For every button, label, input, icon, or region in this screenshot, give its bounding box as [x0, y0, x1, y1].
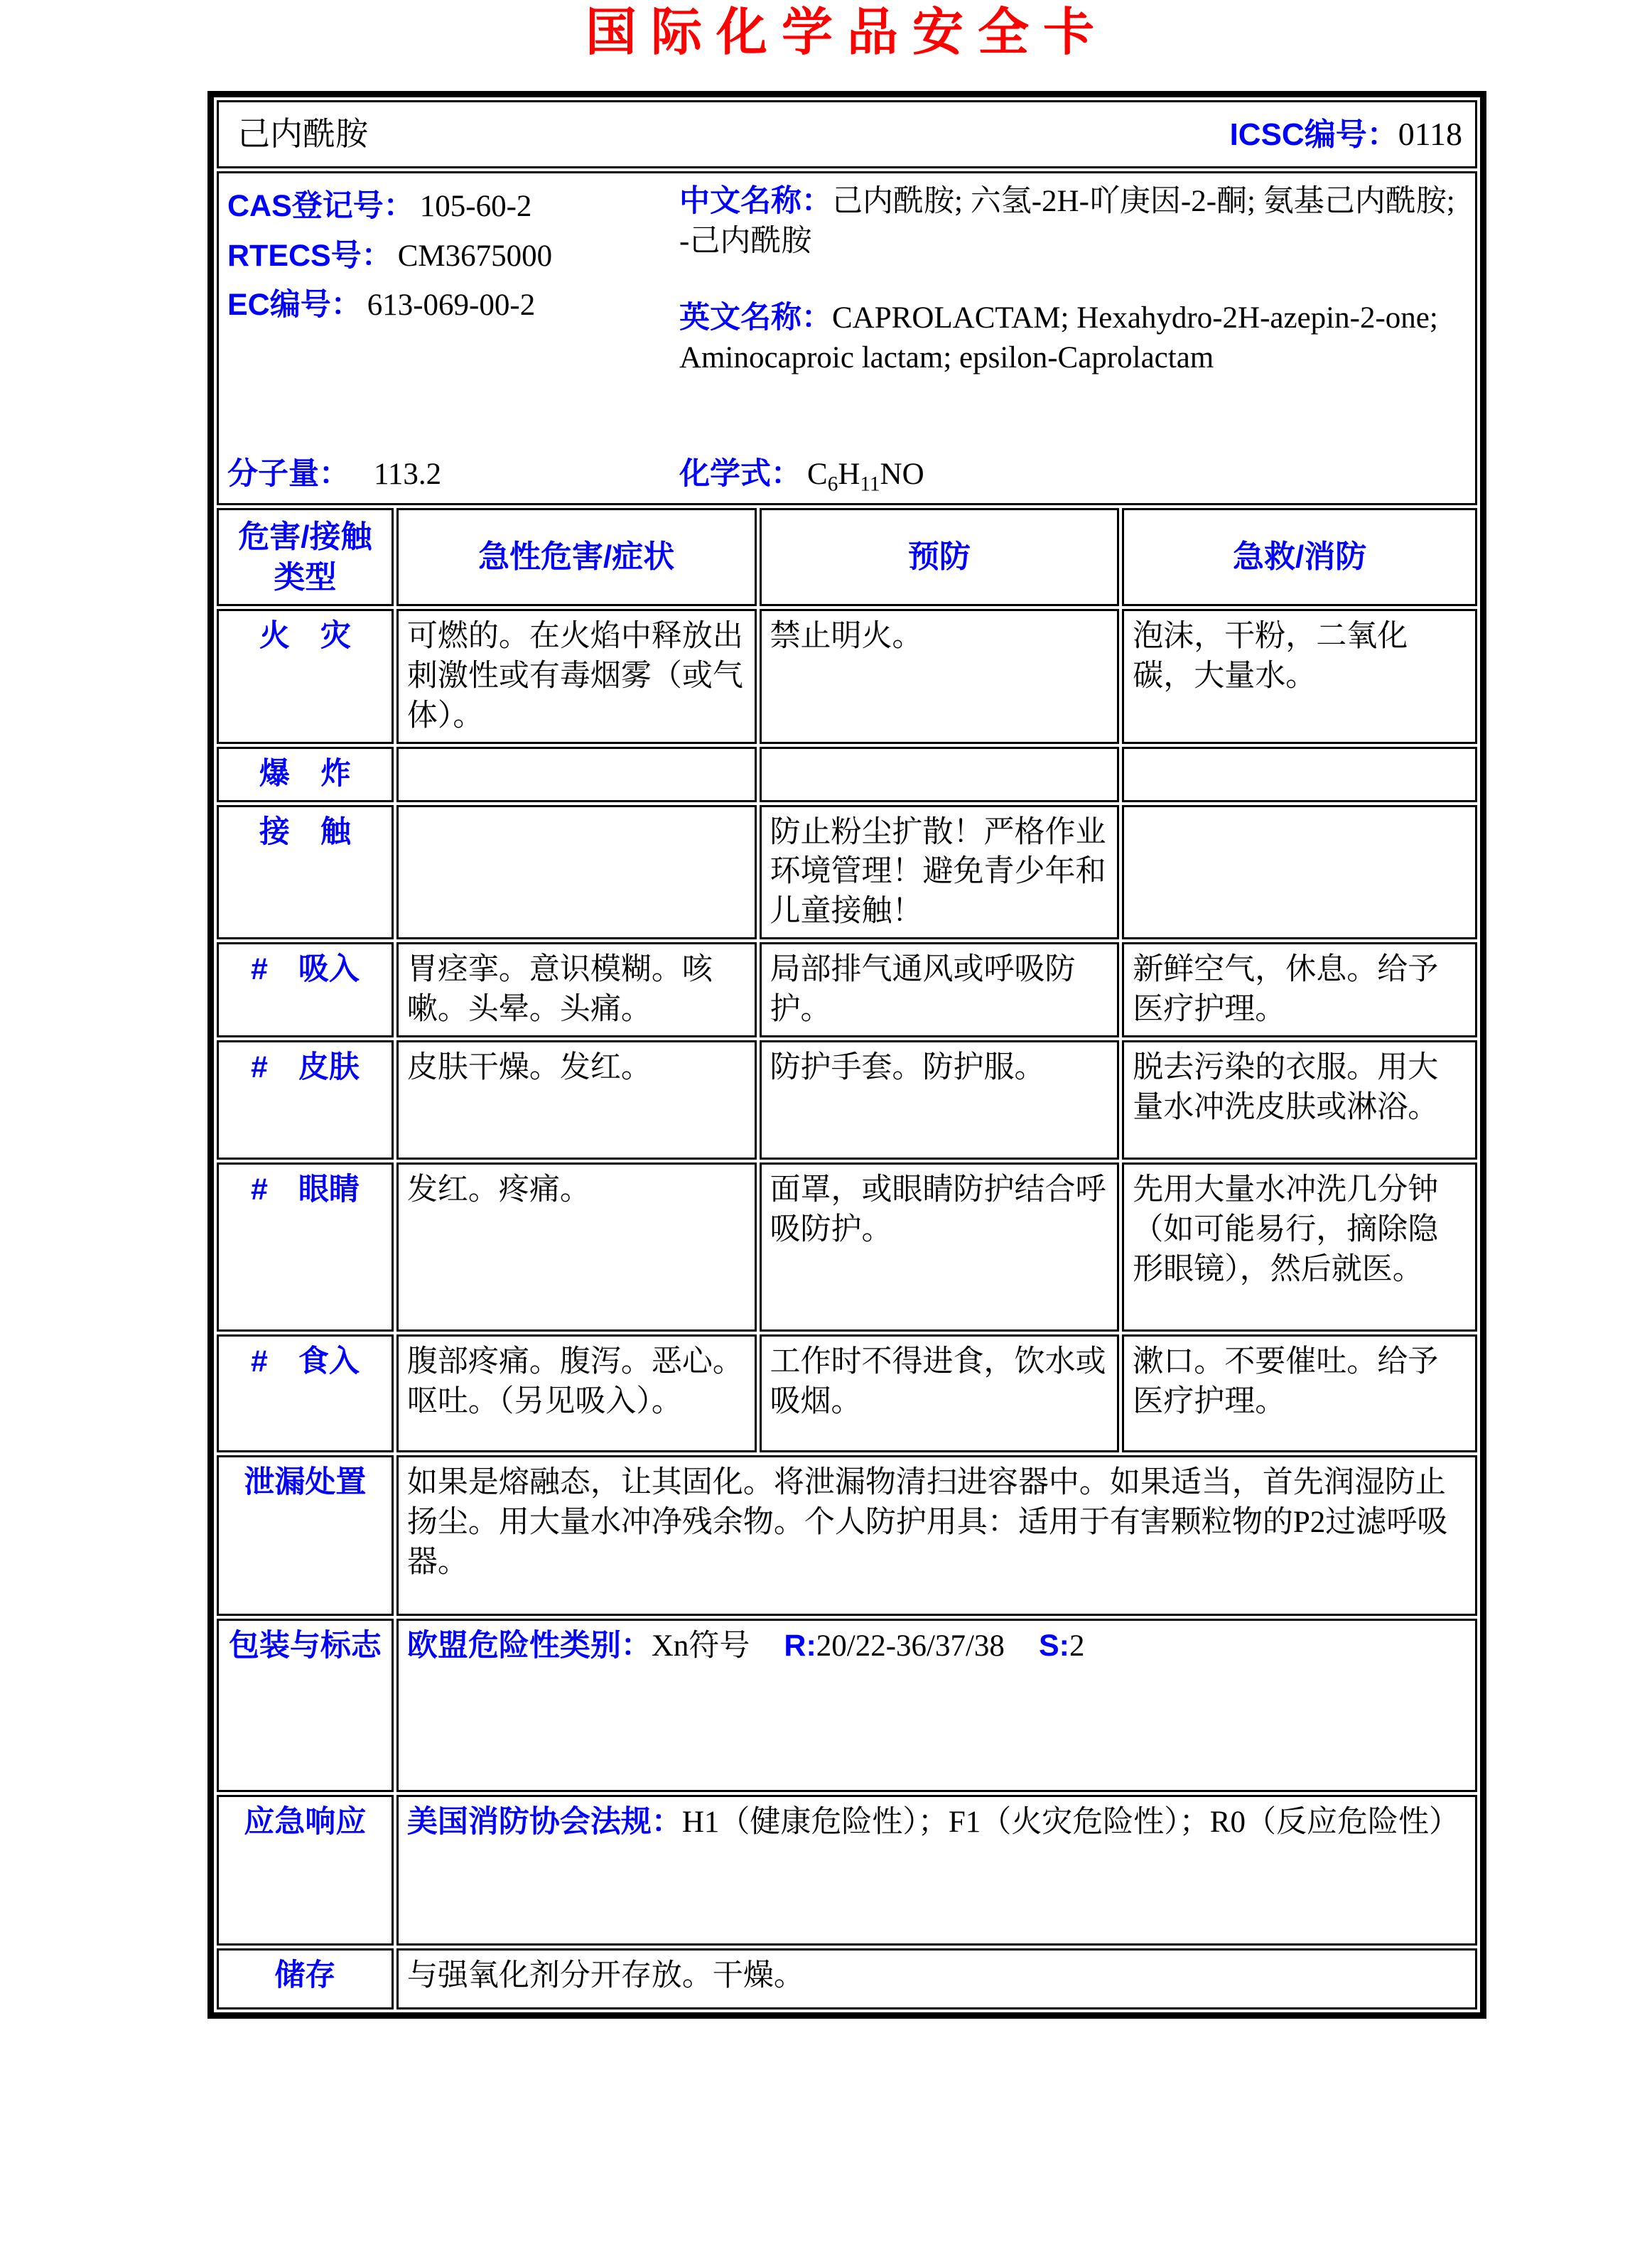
s-phrase-value: 2: [1069, 1629, 1085, 1663]
fire-symptom-cell: 可燃的。在火焰中释放出刺激性或有毒烟雾（或气体）。: [396, 609, 757, 744]
hazard-row-ingestion: [217, 1334, 1477, 1452]
formula-h-subscript: 11: [860, 473, 880, 496]
header-prevention: 预防: [760, 508, 1120, 606]
identifiers-row: [217, 171, 1477, 505]
r-phrase-label: R:: [784, 1629, 816, 1663]
ec-value: 613-069-00-2: [367, 288, 536, 323]
english-name-line: [679, 298, 1467, 378]
hazard-row-exposure: [217, 805, 1477, 940]
rtecs-label: RTECS号：: [227, 238, 392, 273]
spill-row: [217, 1455, 1477, 1616]
ingestion-label: # 食入: [217, 1334, 394, 1452]
storage-row: [217, 1948, 1477, 2009]
packaging-content-cell: [396, 1619, 1477, 1792]
nfpa-label: 美国消防协会法规：: [406, 1805, 682, 1840]
icsc-table: [207, 91, 1486, 2019]
hazard-row-eyes: [217, 1162, 1477, 1332]
eu-hazard-line: [407, 1626, 1467, 1666]
hazard-row-fire: [217, 609, 1477, 744]
formula-c: C: [807, 458, 828, 492]
ec-line: [227, 281, 679, 330]
fire-label: 火 灾: [217, 609, 394, 744]
rtecs-line: [227, 232, 679, 281]
eyes-symptom-cell: 发红。疼痛。: [396, 1162, 757, 1332]
icsc-card: [207, 4, 1486, 2019]
fire-response-cell: 泡沫，干粉，二氧化碳，大量水。: [1122, 609, 1477, 744]
nfpa-line: [407, 1803, 1467, 1843]
packaging-label: 包装与标志: [217, 1619, 394, 1792]
emergency-content-cell: [396, 1795, 1477, 1946]
icsc-number-label: ICSC编号：: [1229, 117, 1398, 153]
chinese-name-line: [679, 182, 1467, 261]
inhalation-label: # 吸入: [217, 942, 394, 1037]
formula-no: NO: [880, 458, 924, 492]
eu-class-label: 欧盟危险性类别：: [406, 1629, 652, 1663]
s-phrase-label: S:: [1038, 1629, 1069, 1663]
formula-h: H: [838, 458, 860, 492]
chemical-name: 己内酰胺: [237, 116, 368, 153]
formula-c-subscript: 6: [827, 473, 838, 496]
explosion-response-cell: [1122, 747, 1477, 802]
hazard-row-skin: [217, 1040, 1477, 1160]
packaging-row: [217, 1619, 1477, 1792]
name-row: [217, 100, 1477, 168]
formula-label: 化学式：: [679, 457, 801, 492]
formula-value: [807, 458, 924, 496]
chemical-names: [679, 179, 1467, 455]
hazard-row-explosion: [217, 747, 1477, 802]
storage-label: 储存: [217, 1948, 394, 2009]
nfpa-value: H1（健康危险性）；F1（火灾危险性）；R0（反应危险性）: [681, 1806, 1459, 1840]
ingestion-response-cell: 漱口。不要催吐。给予医疗护理。: [1122, 1334, 1477, 1452]
molecular-weight-line: [227, 455, 679, 497]
storage-content-cell: 与强氧化剂分开存放。干燥。: [396, 1948, 1477, 2009]
icsc-number-value: 0118: [1398, 116, 1462, 153]
ingestion-prevention-cell: 工作时不得进食，饮水或吸烟。: [760, 1334, 1120, 1452]
spill-label: 泄漏处置: [217, 1455, 394, 1616]
rtecs-value: CM3675000: [397, 239, 553, 273]
inhalation-response-cell: 新鲜空气，休息。给予医疗护理。: [1122, 942, 1477, 1037]
fire-prevention-cell: 禁止明火。: [760, 609, 1120, 744]
header-acute-symptoms: 急性危害/症状: [396, 508, 757, 606]
explosion-symptom-cell: [396, 747, 757, 802]
inhalation-prevention-cell: 局部排气通风或呼吸防护。: [760, 942, 1120, 1037]
registry-numbers: [227, 179, 679, 455]
cas-value: 105-60-2: [419, 190, 532, 223]
ec-label: EC编号：: [227, 288, 362, 323]
page-title: 国际化学品安全卡: [585, 4, 1108, 61]
eu-class-value: Xn符号: [651, 1629, 750, 1663]
inhalation-symptom-cell: 胃痉挛。意识模糊。咳嗽。头晕。头痛。: [396, 942, 757, 1037]
eyes-prevention-cell: 面罩，或眼睛防护结合呼吸防护。: [760, 1162, 1120, 1332]
skin-symptom-cell: 皮肤干燥。发红。: [396, 1040, 757, 1160]
r-phrase-value: 20/22-36/37/38: [816, 1629, 1005, 1663]
skin-response-cell: 脱去污染的衣服。用大量水冲洗皮肤或淋浴。: [1122, 1040, 1477, 1160]
cas-label: CAS登记号：: [227, 189, 414, 223]
skin-prevention-cell: 防护手套。防护服。: [760, 1040, 1120, 1160]
spill-content-cell: 如果是熔融态，让其固化。将泄漏物清扫进容器中。如果适当，首先润湿防止扬尘。用大量水冲净残余物。个人防护用具：适用于有害颗粒物的P2过滤呼吸器。: [396, 1455, 1477, 1616]
header-first-aid-fire: 急救/消防: [1122, 508, 1477, 606]
identifiers-cell: [217, 171, 1477, 505]
formula-line: [679, 455, 1467, 497]
exposure-label: 接 触: [217, 805, 394, 940]
header-hazard-type: 危害/接触类型: [217, 508, 394, 606]
explosion-label: 爆 炸: [217, 747, 394, 802]
table-header-row: [217, 508, 1477, 606]
exposure-response-cell: [1122, 805, 1477, 940]
exposure-prevention-cell: 防止粉尘扩散！严格作业环境管理！避免青少年和儿童接触！: [760, 805, 1120, 940]
english-name-value: CAPROLACTAM; Hexahydro-2H-azepin-2-one; Aminocaproic lactam; epsilon-Caprolactam: [679, 301, 1438, 374]
icsc-number: [1230, 113, 1467, 156]
ingestion-symptom-cell: 腹部疼痛。腹泻。恶心。呕吐。（另见吸入）。: [396, 1334, 757, 1452]
name-cell: [217, 100, 1477, 168]
eyes-label: # 眼睛: [217, 1162, 394, 1332]
skin-label: # 皮肤: [217, 1040, 394, 1160]
english-name-label: 英文名称：: [679, 300, 832, 335]
emergency-label: 应急响应: [217, 1795, 394, 1946]
molecular-weight-value: 113.2: [374, 458, 442, 492]
chinese-name-label: 中文名称：: [679, 184, 832, 218]
exposure-symptom-cell: [396, 805, 757, 940]
molecular-weight-label: 分子量：: [227, 457, 350, 492]
explosion-prevention-cell: [760, 747, 1120, 802]
eyes-response-cell: 先用大量水冲洗几分钟（如可能易行，摘除隐形眼镜），然后就医。: [1122, 1162, 1477, 1332]
cas-line: [227, 182, 679, 232]
chinese-name-value: 己内酰胺; 六氢-2H-吖庚因-2-酮; 氨基己内酰胺; -己内酰胺: [679, 185, 1455, 258]
hazard-row-inhalation: [217, 942, 1477, 1037]
emergency-row: [217, 1795, 1477, 1946]
